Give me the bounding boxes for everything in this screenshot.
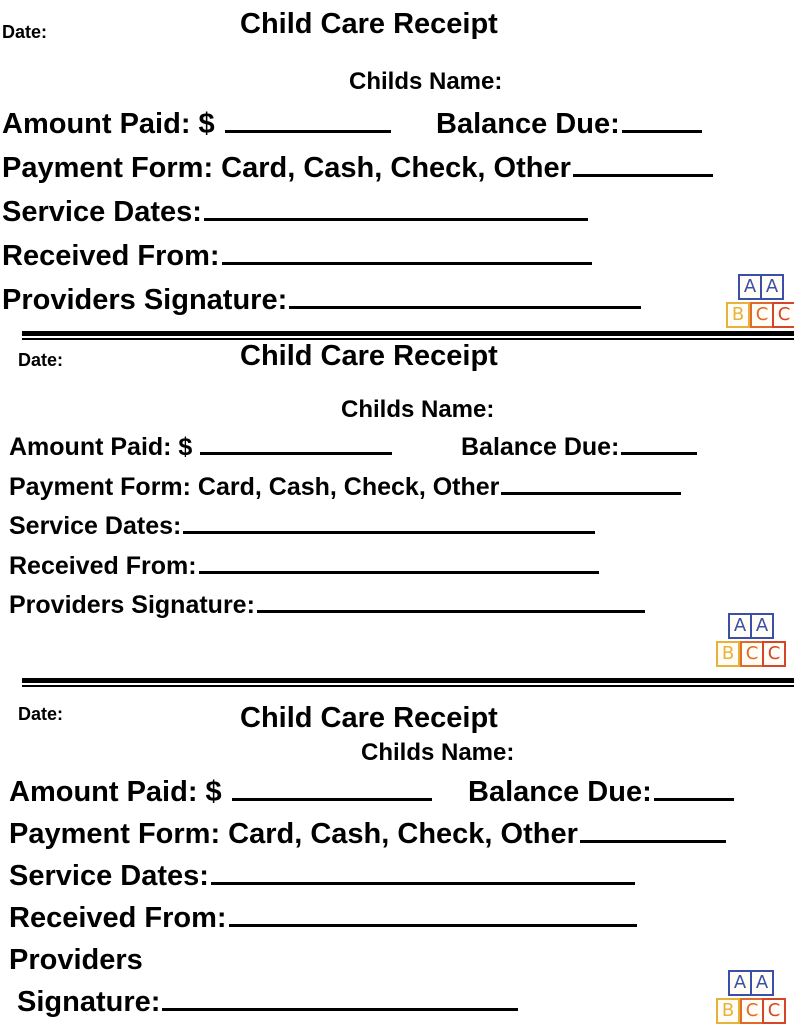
providers-label: Providers [9, 944, 143, 976]
signature-field[interactable] [162, 1008, 518, 1011]
signature-field[interactable] [257, 610, 645, 613]
service-dates-label: Service Dates: [9, 860, 209, 892]
block-a-icon: A [750, 970, 774, 996]
abc-blocks-icon [724, 274, 794, 330]
received-from-row [2, 240, 592, 273]
block-c-icon: C [740, 641, 764, 667]
service-dates-label: Service Dates: [9, 512, 182, 540]
date-label: Date: [18, 350, 64, 370]
block-c-icon: C [772, 302, 794, 328]
block-a-icon: A [760, 274, 784, 300]
block-a-icon: A [750, 613, 774, 639]
service-dates-row [9, 512, 595, 541]
childs-name-label: Childs Name: [341, 396, 495, 423]
block-a-icon: A [728, 613, 752, 639]
received-from-field[interactable] [199, 571, 599, 574]
receipt-title: Child Care Receipt [240, 8, 498, 40]
balance-due-label: Balance Due: [468, 776, 652, 808]
date-label: Date: [2, 22, 48, 42]
amount-paid-label: Amount Paid: $ [9, 433, 193, 461]
service-dates-label: Service Dates: [2, 196, 202, 228]
childs-name-label: Childs Name: [349, 68, 503, 95]
service-dates-field[interactable] [204, 218, 588, 221]
balance-due-label: Balance Due: [436, 108, 620, 140]
block-c-icon: C [750, 302, 774, 328]
received-from-field[interactable] [229, 924, 637, 927]
signature-label: Providers Signature: [2, 284, 288, 316]
amount-paid-row [9, 433, 392, 462]
received-from-row [9, 902, 637, 935]
balance-due-label: Balance Due: [461, 433, 620, 461]
childs-name-label: Childs Name: [361, 739, 515, 766]
amount-paid-field[interactable] [225, 130, 391, 133]
receipt-divider [22, 331, 794, 336]
block-c-icon: C [740, 998, 764, 1024]
payment-form-field[interactable] [580, 840, 726, 843]
payment-form-label: Payment Form: Card, Cash, Check, Other [9, 473, 500, 501]
block-c-icon: C [762, 641, 786, 667]
balance-due-row [461, 433, 697, 462]
block-b-icon: B [726, 302, 750, 328]
amount-paid-label: Amount Paid: $ [9, 776, 222, 808]
amount-paid-field[interactable] [232, 798, 432, 801]
signature-row [9, 591, 645, 620]
payment-form-field[interactable] [501, 492, 681, 495]
payment-form-label: Payment Form: Card, Cash, Check, Other [2, 152, 571, 184]
receipt-divider [22, 678, 794, 683]
service-dates-row [9, 860, 635, 893]
payment-form-row [2, 152, 713, 185]
received-from-label: Received From: [9, 902, 227, 934]
payment-form-field[interactable] [573, 174, 713, 177]
block-c-icon: C [762, 998, 786, 1024]
signature-row [2, 284, 641, 317]
amount-paid-field[interactable] [200, 452, 392, 455]
block-b-icon: B [716, 641, 740, 667]
signature-label: Providers Signature: [9, 591, 255, 619]
amount-paid-row [2, 108, 391, 141]
received-from-field[interactable] [222, 262, 592, 265]
balance-due-field[interactable] [622, 130, 702, 133]
block-b-icon: B [716, 998, 740, 1024]
abc-blocks-icon [714, 613, 786, 669]
received-from-label: Received From: [9, 552, 197, 580]
signature-row [17, 986, 518, 1019]
service-dates-row [2, 196, 588, 229]
balance-due-field[interactable] [621, 452, 697, 455]
block-a-icon: A [738, 274, 762, 300]
receipt-title: Child Care Receipt [240, 702, 498, 734]
received-from-row [9, 552, 599, 581]
service-dates-field[interactable] [183, 531, 595, 534]
signature-label: Signature: [17, 986, 161, 1018]
payment-form-label: Payment Form: Card, Cash, Check, Other [9, 818, 578, 850]
date-label: Date: [18, 704, 64, 724]
receipt-title: Child Care Receipt [240, 340, 498, 372]
amount-paid-row [9, 776, 432, 809]
signature-field[interactable] [289, 306, 641, 309]
balance-due-row [436, 108, 702, 141]
balance-due-row [468, 776, 734, 809]
payment-form-row [9, 473, 681, 502]
balance-due-field[interactable] [654, 798, 734, 801]
payment-form-row [9, 818, 726, 851]
received-from-label: Received From: [2, 240, 220, 272]
block-a-icon: A [728, 970, 752, 996]
abc-blocks-icon [714, 970, 786, 1026]
amount-paid-label: Amount Paid: $ [2, 108, 215, 140]
service-dates-field[interactable] [211, 882, 635, 885]
